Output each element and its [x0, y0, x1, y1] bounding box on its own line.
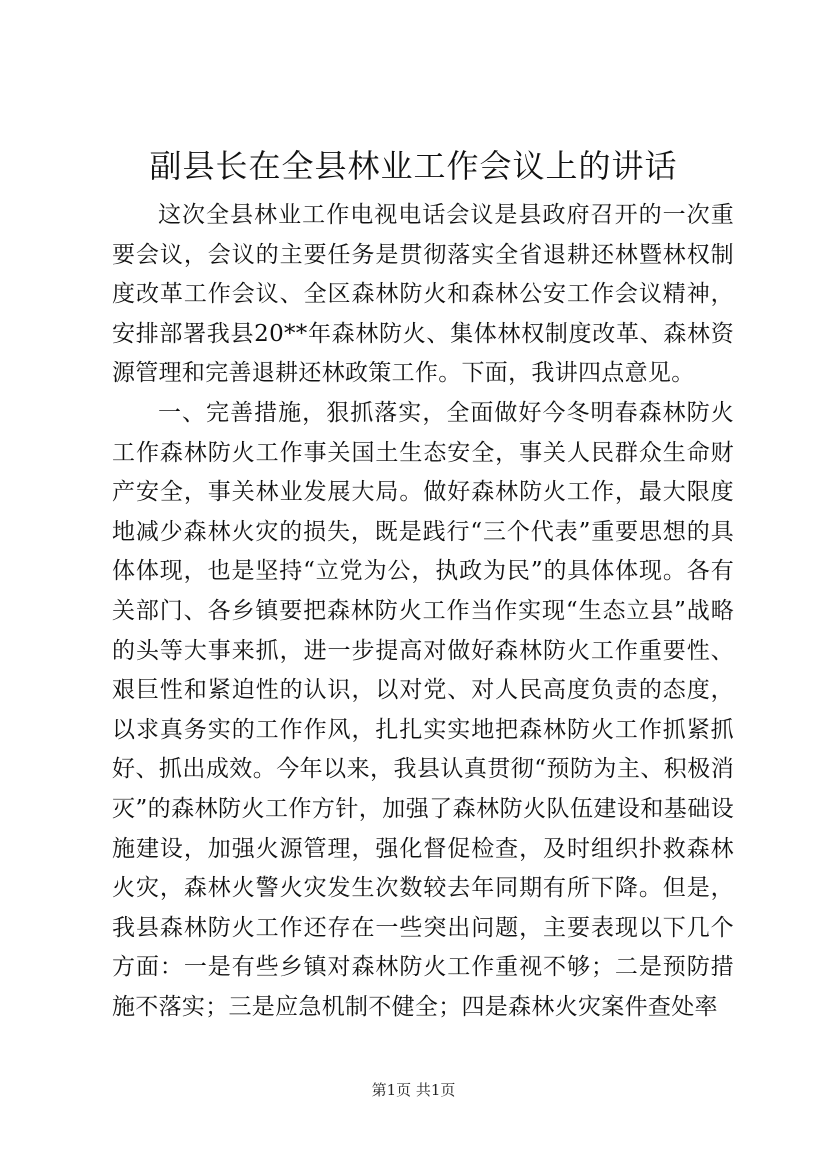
document-body: [112, 196, 734, 1027]
page-number-footer: 第1页 共1页: [371, 1081, 456, 1099]
paragraph-intro: 这次全县林业工作电视电话会议是县政府召开的一次重要会议，会议的主要任务是贯彻落实全省退耕还林暨林权制度改革工作会议、全区森林防火和森林公安工作会议精神，安排部署我县20**年森林防火、集体林权制度改革、森林资源管理和完善退耕还林政策工作。下面，我讲四点意见。: [112, 202, 734, 387]
paragraph-section-one: 一、完善措施，狠抓落实，全面做好今冬明春森林防火工作森林防火工作事关国土生态安全，事关人民群众生命财产安全，事关林业发展大局。做好森林防火工作，最大限度地减少森林火灾的损失，既是践行“三个代表”重要思想的具体体现，也是坚持“立党为公，执政为民”的具体体现。各有关部门、各乡镇要把森林防火工作当作实现“生态立县”战略的头等大事来抓，进一步提高对做好森林防火工作重要性、艰巨性和紧迫性的认识，以对党、对人民高度负责的态度，以求真务实的工作作风，扎扎实实地把森林防火工作抓紧抓好、抓出成效。今年以来，我县认真贯彻“预防为主、积极消灭”的森林防火工作方针，加强了森林防火队伍建设和基础设施建设，加强火源管理，强化督促检查，及时组织扑救森林火灾，森林火警火灾发生次数较去年同期有所下降。但是，我县森林防火工作还存在一些突出问题，主要表现以下几个方面：一是有些乡镇对森林防火工作重视不够；二是预防措施不落实；三是应急机制不健全；四是森林火灾案件查处率: [112, 399, 734, 1020]
document-title: 副县长在全县林业工作会议上的讲话: [149, 147, 678, 185]
